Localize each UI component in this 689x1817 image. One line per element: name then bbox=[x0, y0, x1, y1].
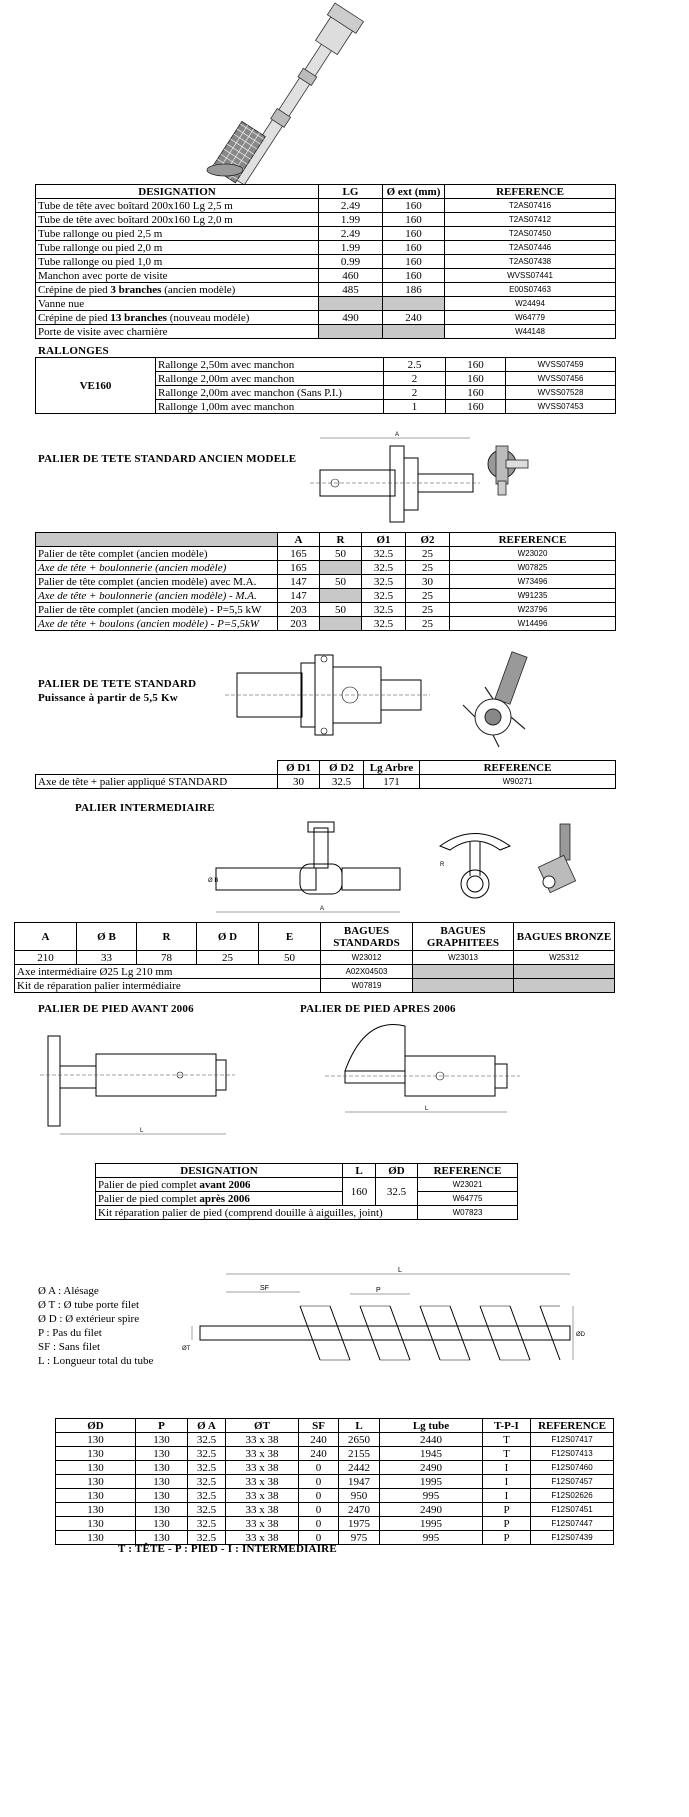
table-row: Kit réparation palier de pied (comprend douille à aiguilles, joint) W07823 bbox=[96, 1206, 518, 1220]
vis-table: ØD P Ø A ØT SF L Lg tube T-P-I REFERENCE 130 130 32.5 33 x 38 240 2650 2440 T F12S07417 130 130 32.5 33 x 38 240 2155 1945 T F12S07413 130 130 32.5 33 x 38 0 2442 2490 I F12S07460 130 130 32.5 33 x 38 0 1947 1995 I F12S07457 130 130 32.5 33 x 38 0 950 995 I F12S02626 130 130 32.5 33 x 38 0 2470 2490 P F12S07451 130 130 32.5 33 x 38 0 1975 1995 P F12S07447 130 130 32.5 33 x 38 0 975 995 P F12S07439 bbox=[55, 1418, 614, 1545]
table-row: Axe de tête + palier appliqué STANDARD 30 32.5 171 W90271 bbox=[36, 775, 616, 789]
palier-pied-apres-drawing bbox=[325, 1016, 525, 1146]
palier-standard-table: Ø D1 Ø D2 Lg Arbre REFERENCE Axe de tête + palier appliqué STANDARD 30 32.5 171 W90271 bbox=[35, 760, 616, 789]
table-row: Rallonge 2,00m avec manchon (Sans P.I.) 2 160 WVSS07528 bbox=[36, 386, 616, 400]
table-row: Axe de tête + boulons (ancien modèle) - P=5,5kW 203 32.5 25 W14496 bbox=[36, 617, 616, 631]
palier-pied-avant-title: PALIER DE PIED AVANT 2006 bbox=[38, 1003, 194, 1015]
table-row: 130 130 32.5 33 x 38 0 2442 2490 I F12S07460 bbox=[56, 1461, 614, 1475]
table-row: 130 130 32.5 33 x 38 0 1947 1995 I F12S07457 bbox=[56, 1475, 614, 1489]
palier-inter-title: PALIER INTERMEDIAIRE bbox=[75, 802, 215, 814]
screw-drawing bbox=[182, 1262, 585, 1387]
table-row: 130 130 32.5 33 x 38 240 2650 2440 T F12S07417 bbox=[56, 1433, 614, 1447]
legend-item: L : Longueur total du tube bbox=[38, 1355, 154, 1367]
table-row: Tube de tête avec boîtard 200x160 Lg 2,5 m 2.49 160 T2AS07416 bbox=[36, 199, 616, 213]
legend-item: P : Pas du filet bbox=[38, 1327, 102, 1339]
palier-ancien-photo bbox=[482, 436, 532, 496]
legend-item: Ø D : Ø extérieur spire bbox=[38, 1313, 140, 1325]
table-row: Tube rallonge ou pied 2,0 m 1.99 160 T2AS07446 bbox=[36, 241, 616, 255]
table-row: Porte de visite avec charnière W44148 bbox=[36, 325, 616, 339]
dim-sf-label: SF bbox=[260, 1285, 269, 1292]
vis-footer: T : TÊTE - P : PIED - I : INTERMEDIAIRE bbox=[118, 1543, 337, 1555]
tube-table bbox=[35, 184, 616, 339]
rallonges-group: VE160 bbox=[36, 358, 156, 414]
table-row: Kit de réparation palier intermédiaire W07819 bbox=[15, 979, 615, 993]
palier-inter-table: A Ø B R Ø D E BAGUES STANDARDS BAGUES GRAPHITEES BAGUES BRONZE 210 33 78 25 50 W23012 W23013 W25312 Axe intermédiaire Ø25 Lg 210 mm A02X04503 Kit de réparation palier intermédiaire W07819 bbox=[14, 922, 615, 993]
table-row: 130 130 32.5 33 x 38 240 2155 1945 T F12S07413 bbox=[56, 1447, 614, 1461]
table-row: 130 130 32.5 33 x 38 0 1975 1995 P F12S07447 bbox=[56, 1517, 614, 1531]
dim-l-label: L bbox=[425, 1106, 429, 1112]
dim-l-label: L bbox=[398, 1267, 402, 1274]
palier-pied-apres-title: PALIER DE PIED APRES 2006 bbox=[300, 1003, 456, 1015]
table-row: Axe de tête + boulonnerie (ancien modèle) 165 32.5 25 W07825 bbox=[36, 561, 616, 575]
table-row: Crépine de pied 13 branches (nouveau modèle) 490 240 W64779 bbox=[36, 311, 616, 325]
dim-b-label: Ø B bbox=[208, 878, 219, 884]
table-row: Palier de pied complet avant 2006 160 32.5 W23021 bbox=[96, 1178, 518, 1192]
palier-pied-avant-drawing bbox=[40, 1016, 240, 1146]
table-row: Tube rallonge ou pied 1,0 m 0.99 160 T2AS07438 bbox=[36, 255, 616, 269]
palier-inter-drawing bbox=[208, 818, 408, 918]
table-row: Palier de tête complet (ancien modèle) 165 50 32.5 25 W23020 bbox=[36, 547, 616, 561]
auger-product-image bbox=[200, 0, 400, 185]
palier-ancien-drawing bbox=[300, 430, 490, 530]
palier-standard-title: PALIER DE TETE STANDARD bbox=[38, 678, 197, 690]
dim-p-label: P bbox=[376, 1287, 381, 1294]
table-row: Axe de tête + boulonnerie (ancien modèle) - M.A. 147 32.5 25 W91235 bbox=[36, 589, 616, 603]
table-row: Crépine de pied 3 branches (ancien modèle) 485 186 E00S07463 bbox=[36, 283, 616, 297]
table-row: Palier de tête complet (ancien modèle) avec M.A. 147 50 32.5 30 W73496 bbox=[36, 575, 616, 589]
legend bbox=[38, 1284, 153, 1368]
legend-item: Ø T : Ø tube porte filet bbox=[38, 1299, 140, 1311]
palier-ancien-title: PALIER DE TETE STANDARD ANCIEN MODELE bbox=[38, 453, 297, 465]
table-row: Palier de tête complet (ancien modèle) - P=5,5 kW 203 50 32.5 25 W23796 bbox=[36, 603, 616, 617]
palier-inter-front-drawing bbox=[430, 826, 520, 906]
table-row: Tube de tête avec boîtard 200x160 Lg 2,0 m 1.99 160 T2AS07412 bbox=[36, 213, 616, 227]
palier-standard-subtitle: Puissance à partir de 5,5 Kw bbox=[38, 692, 178, 704]
palier-ancien-table: A R Ø1 Ø2 REFERENCE Palier de tête complet (ancien modèle) 165 50 32.5 25 W23020 Axe de tête + boulonnerie (ancien modèle) 165 32.5 25 W07825 Palier de tête complet (ancien modèle) avec M.A. 147 50 32.5 30 W73496 Axe de tête + boulonnerie (ancien modèle) - M.A. 147 32.5 25 W91235 Palier de tête complet (ancien modèle) - P=5,5 kW 203 50 32.5 25 W23796 Axe de tête + boulons (ancien modèle) - P=5,5kW 203 32.5 25 W14496 bbox=[35, 532, 616, 631]
dim-r-label: R bbox=[440, 862, 445, 868]
col-lg: LG bbox=[319, 185, 383, 199]
rallonges-table bbox=[35, 357, 616, 414]
table-row: Axe intermédiaire Ø25 Lg 210 mm A02X04503 bbox=[15, 965, 615, 979]
table-row: Rallonge 1,00m avec manchon 1 160 WVSS07453 bbox=[36, 400, 616, 414]
col-designation: DESIGNATION bbox=[36, 185, 319, 199]
table-row: Rallonge 2,00m avec manchon 2 160 WVSS07456 bbox=[36, 372, 616, 386]
dim-a-label: A bbox=[395, 432, 400, 438]
dim-l-label: L bbox=[140, 1128, 144, 1134]
palier-pied-table: DESIGNATION L ØD REFERENCE Palier de pied complet avant 2006 160 32.5 W23021 Palier de pied complet après 2006 W64775 Kit réparation palier de pied (comprend douille à aiguilles, joint) W07823 bbox=[95, 1163, 518, 1220]
dim-od-label: ØD bbox=[576, 1332, 585, 1338]
table-row: 130 130 32.5 33 x 38 0 2470 2490 P F12S07451 bbox=[56, 1503, 614, 1517]
table-row: 130 130 32.5 33 x 38 0 950 995 I F12S02626 bbox=[56, 1489, 614, 1503]
table-row: 130 130 32.5 33 x 38 0 975 995 P F12S07439 bbox=[56, 1531, 614, 1545]
table-row: Tube rallonge ou pied 2,5 m 2.49 160 T2AS07450 bbox=[36, 227, 616, 241]
col-reference: REFERENCE bbox=[445, 185, 616, 199]
table-row: VE160 Rallonge 2,50m avec manchon 2.5 160 WVSS07459 bbox=[36, 358, 616, 372]
dim-ot-label: ØT bbox=[182, 1346, 191, 1352]
table-row: Vanne nue W24494 bbox=[36, 297, 616, 311]
rallonges-title: RALLONGES bbox=[38, 345, 109, 357]
table-row: 210 33 78 25 50 W23012 W23013 W25312 bbox=[15, 951, 615, 965]
table-row: Manchon avec porte de visite 460 160 WVSS07441 bbox=[36, 269, 616, 283]
table-row: Palier de pied complet après 2006 W64775 bbox=[96, 1192, 518, 1206]
palier-standard-photo bbox=[455, 645, 555, 755]
palier-inter-photo bbox=[535, 820, 590, 900]
legend-item: Ø A : Alésage bbox=[38, 1285, 99, 1297]
legend-item: SF : Sans filet bbox=[38, 1341, 101, 1353]
palier-standard-drawing bbox=[225, 645, 430, 745]
dim-a-label: A bbox=[320, 906, 325, 912]
col-ext: Ø ext (mm) bbox=[383, 185, 445, 199]
